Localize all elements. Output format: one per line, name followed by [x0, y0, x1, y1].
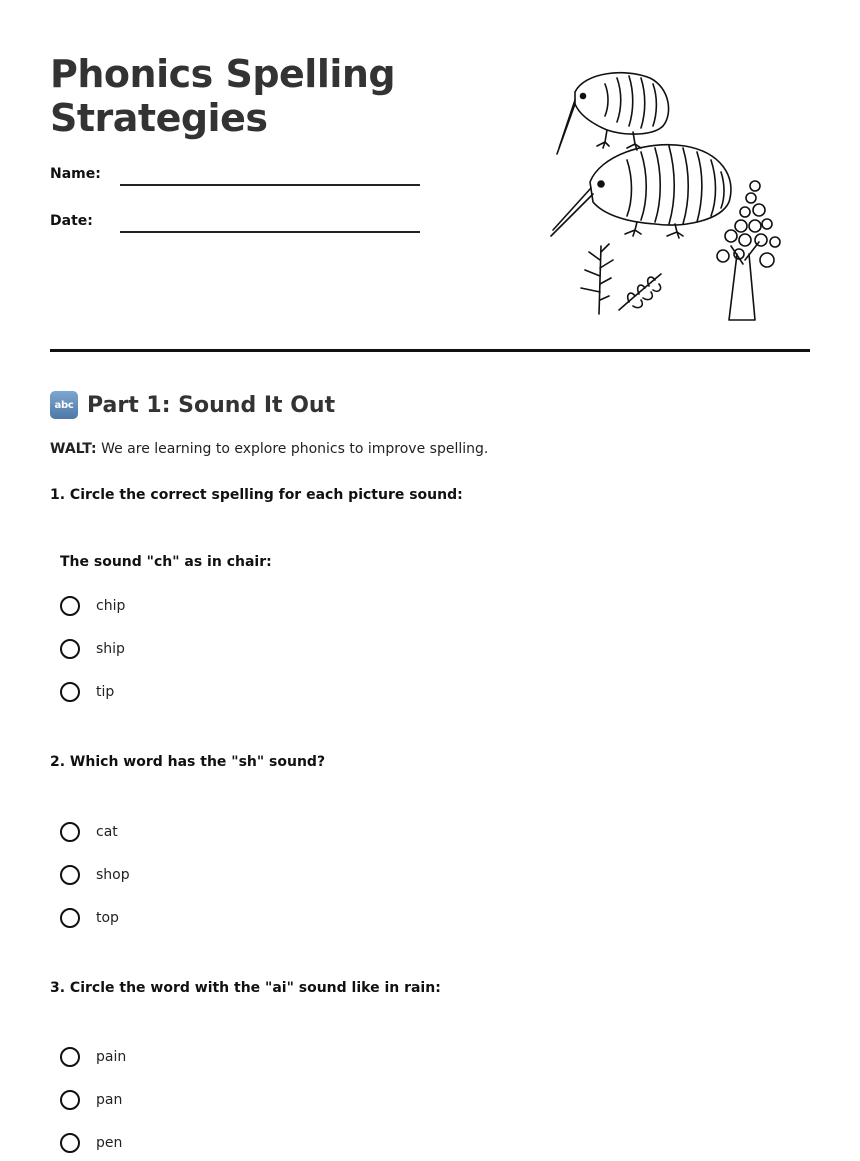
question-3-prompt: 3. Circle the word with the "ai" sound like in rain:	[50, 980, 441, 996]
radio-circle[interactable]	[60, 682, 80, 702]
kiwi-birds-illustration	[545, 64, 785, 324]
radio-circle[interactable]	[60, 596, 80, 616]
radio-circle[interactable]	[60, 822, 80, 842]
option-label: chip	[96, 598, 126, 614]
question-1-option-chip[interactable]	[60, 593, 125, 619]
page-title-line-1: Phonics Spelling	[50, 52, 396, 96]
page-title	[50, 52, 395, 140]
option-label: pan	[96, 1092, 123, 1108]
question-1-option-tip[interactable]	[60, 679, 114, 705]
radio-circle[interactable]	[60, 1047, 80, 1067]
name-field[interactable]	[50, 166, 420, 196]
question-3-option-pen[interactable]	[60, 1130, 122, 1156]
option-label: cat	[96, 824, 118, 840]
radio-circle[interactable]	[60, 1133, 80, 1153]
question-1-prompt: 1. Circle the correct spelling for each picture sound:	[50, 487, 463, 503]
large-kiwi-icon	[551, 145, 731, 238]
option-label: pen	[96, 1135, 123, 1151]
name-line[interactable]	[120, 184, 420, 186]
radio-circle[interactable]	[60, 865, 80, 885]
question-2-option-shop[interactable]	[60, 862, 130, 888]
option-label: ship	[96, 641, 125, 657]
part-1-heading	[50, 389, 335, 421]
part-1-title: Part 1: Sound It Out	[87, 392, 336, 418]
flower-tree-icon	[717, 181, 780, 320]
date-field[interactable]	[50, 213, 420, 243]
option-label: pain	[96, 1049, 127, 1065]
question-1-option-ship[interactable]	[60, 636, 125, 662]
walt-statement	[50, 441, 488, 457]
page-title-line-2: Strategies	[50, 96, 268, 140]
option-label: tip	[96, 684, 115, 700]
option-label: shop	[96, 867, 130, 883]
radio-circle[interactable]	[60, 639, 80, 659]
question-3-option-pain[interactable]	[60, 1044, 126, 1070]
question-2-option-cat[interactable]	[60, 819, 118, 845]
fern-icon	[581, 244, 661, 314]
walt-label: WALT:	[50, 441, 97, 457]
question-1-subprompt: The sound "ch" as in chair:	[60, 554, 272, 570]
name-label: Name:	[50, 166, 101, 182]
walt-text: We are learning to explore phonics to improve spelling.	[96, 441, 489, 457]
question-2-prompt: 2. Which word has the "sh" sound?	[50, 754, 326, 770]
option-label: top	[96, 910, 119, 926]
question-2-option-top[interactable]	[60, 905, 119, 931]
radio-circle[interactable]	[60, 908, 80, 928]
header-divider	[50, 349, 810, 352]
date-label: Date:	[50, 213, 93, 229]
radio-circle[interactable]	[60, 1090, 80, 1110]
date-line[interactable]	[120, 231, 420, 233]
small-kiwi-icon	[557, 73, 669, 154]
question-3-option-pan[interactable]	[60, 1087, 122, 1113]
abc-input-icon: abc	[50, 391, 78, 419]
